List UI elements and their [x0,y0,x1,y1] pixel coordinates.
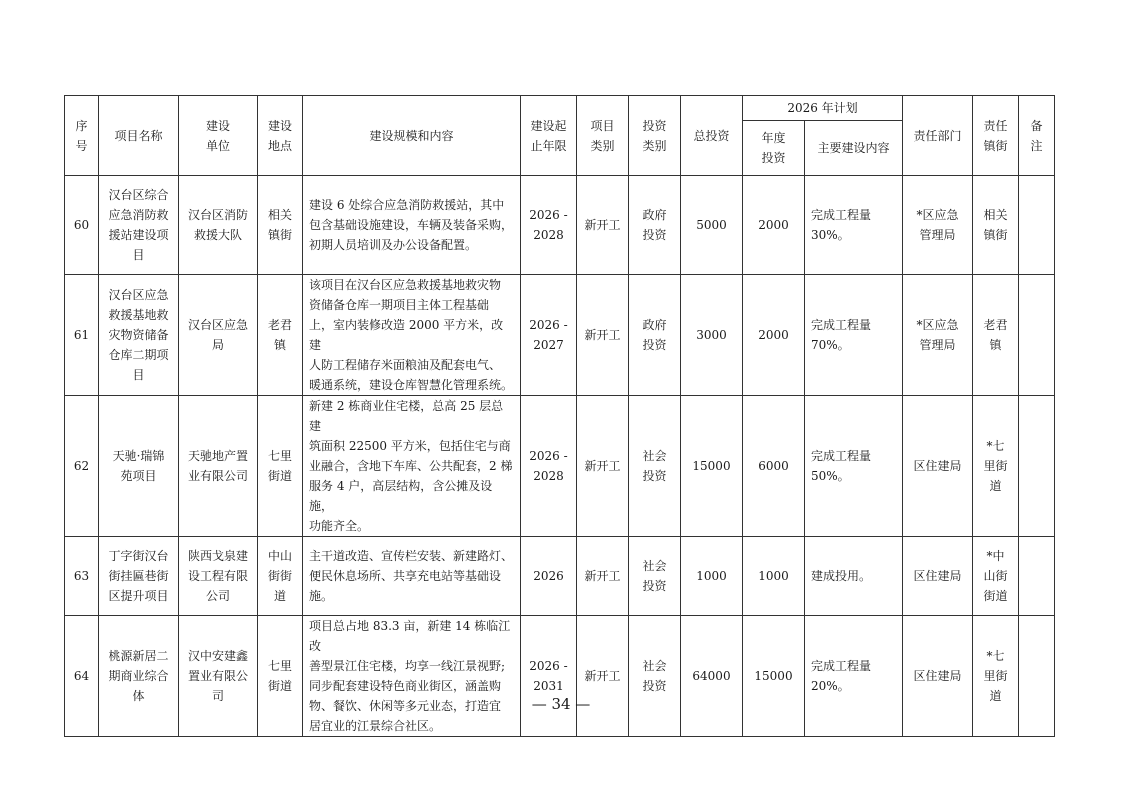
cell-annual: 1000 [743,537,805,616]
cell-seq: 63 [65,537,99,616]
cell-seq: 64 [65,616,99,737]
cell-dept: *区应急 管理局 [903,176,973,275]
cell-invest-type: 社会 投资 [629,396,681,537]
page-number: — 34 — [531,695,591,713]
cell-total: 5000 [681,176,743,275]
cell-street: 老君 镇 [973,275,1019,396]
header-period: 建设起 止年限 [521,96,577,176]
header-total: 总投资 [681,96,743,176]
cell-content: 主干道改造、宣传栏安装、新建路灯、 便民休息场所、共享充电站等基础设 施。 [303,537,521,616]
cell-note [1019,176,1055,275]
header-category: 项目 类别 [577,96,629,176]
header-row [65,96,1055,121]
header-content: 建设规模和内容 [303,96,521,176]
cell-unit: 陕西戈泉建 设工程有限 公司 [179,537,258,616]
cell-dept: 区住建局 [903,537,973,616]
table-row [65,396,1055,537]
cell-period: 2026 - 2028 [521,176,577,275]
cell-dept: *区应急 管理局 [903,275,973,396]
cell-note [1019,537,1055,616]
cell-plan: 完成工程量 20%。 [805,616,903,737]
table-body [65,176,1055,737]
cell-street: *七 里街 道 [973,616,1019,737]
cell-name: 天驰·瑞锦 苑项目 [99,396,179,537]
cell-invest-type: 政府 投资 [629,275,681,396]
cell-annual: 15000 [743,616,805,737]
cell-annual: 6000 [743,396,805,537]
cell-total: 3000 [681,275,743,396]
cell-location: 七里 街道 [258,396,303,537]
cell-location: 七里 街道 [258,616,303,737]
cell-plan: 完成工程量 70%。 [805,275,903,396]
cell-content: 新建 2 栋商业住宅楼，总高 25 层总建 筑面积 22500 平方米，包括住宅与商 业融合，含地下车库、公共配套，2 梯 服务 4 户，高层结构，含公摊及设施， 功能齐全。 [303,396,521,537]
cell-location: 中山 街街 道 [258,537,303,616]
cell-category: 新开工 [577,176,629,275]
cell-plan: 建成投用。 [805,537,903,616]
cell-category: 新开工 [577,616,629,737]
cell-total: 15000 [681,396,743,537]
cell-street: 相关 镇街 [973,176,1019,275]
cell-seq: 61 [65,275,99,396]
cell-location: 老君 镇 [258,275,303,396]
cell-unit: 汉中安建鑫 置业有限公 司 [179,616,258,737]
cell-unit: 天驰地产置 业有限公司 [179,396,258,537]
cell-note [1019,396,1055,537]
cell-name: 汉台区应急 救援基地救 灾物资储备 仓库二期项 目 [99,275,179,396]
cell-unit: 汉台区应急 局 [179,275,258,396]
cell-period: 2026 [521,537,577,616]
cell-dept: 区住建局 [903,396,973,537]
cell-total: 1000 [681,537,743,616]
table-row [65,176,1055,275]
cell-category: 新开工 [577,275,629,396]
header-street: 责任 镇街 [973,96,1019,176]
cell-invest-type: 社会 投资 [629,537,681,616]
header-invest-type: 投资 类别 [629,96,681,176]
table-row [65,537,1055,616]
header-location: 建设 地点 [258,96,303,176]
cell-seq: 62 [65,396,99,537]
header-annual: 年度 投资 [743,121,805,176]
cell-name: 桃源新居二 期商业综合 体 [99,616,179,737]
cell-note [1019,616,1055,737]
cell-dept: 区住建局 [903,616,973,737]
cell-unit: 汉台区消防 救援大队 [179,176,258,275]
cell-content: 建设 6 处综合应急消防救援站，其中 包含基础设施建设，车辆及装备采购， 初期人员培训及办公设备配置。 [303,176,521,275]
cell-invest-type: 政府 投资 [629,176,681,275]
header-plan-group: 2026 年计划 [743,96,903,121]
cell-note [1019,275,1055,396]
header-seq: 序 号 [65,96,99,176]
cell-street: *七 里街 道 [973,396,1019,537]
cell-street: *中 山街 街道 [973,537,1019,616]
header-note: 备 注 [1019,96,1055,176]
header-unit: 建设 单位 [179,96,258,176]
cell-seq: 60 [65,176,99,275]
table-row [65,616,1055,737]
header-dept: 责任部门 [903,96,973,176]
header-name: 项目名称 [99,96,179,176]
cell-annual: 2000 [743,176,805,275]
project-table [64,95,1055,737]
cell-plan: 完成工程量 50%。 [805,396,903,537]
cell-location: 相关 镇街 [258,176,303,275]
cell-total: 64000 [681,616,743,737]
cell-period: 2026 - 2031 [521,616,577,737]
cell-annual: 2000 [743,275,805,396]
cell-period: 2026 - 2028 [521,396,577,537]
cell-plan: 完成工程量 30%。 [805,176,903,275]
cell-content: 项目总占地 83.3 亩，新建 14 栋临江改 善型景江住宅楼，均享一线江景视野; 同步配套建设特色商业街区，涵盖购 物、餐饮、休闲等多元业态，打造宜 居宜业的江景综合社区。 [303,616,521,737]
cell-content: 该项目在汉台区应急救援基地救灾物 资储备仓库一期项目主体工程基础 上，室内装修改造 2000 平方米，改建 人防工程储存米面粮油及配套电气、 暖通系统，建设仓库智慧化管理系统。 [303,275,521,396]
cell-category: 新开工 [577,537,629,616]
header-main-plan: 主要建设内容 [805,121,903,176]
cell-invest-type: 社会 投资 [629,616,681,737]
cell-name: 丁字街汉台 街挂匾巷街 区提升项目 [99,537,179,616]
cell-period: 2026 - 2027 [521,275,577,396]
table-row [65,275,1055,396]
cell-name: 汉台区综合 应急消防救 援站建设项 目 [99,176,179,275]
cell-category: 新开工 [577,396,629,537]
